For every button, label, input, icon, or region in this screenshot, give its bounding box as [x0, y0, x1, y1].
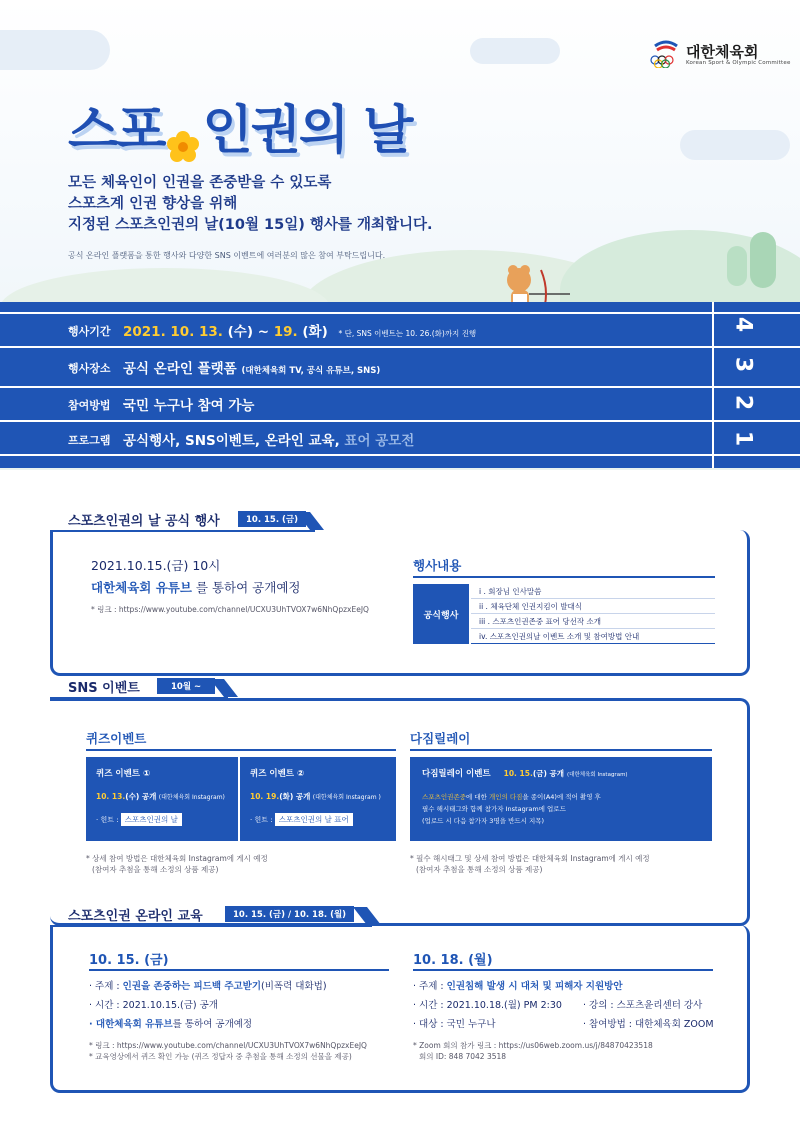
- title-part2: 인권의 날: [202, 101, 412, 161]
- quiz-platform: (대한체육회 Instagram ): [312, 794, 381, 801]
- relay-highlight: 스포츠인권존중: [422, 793, 466, 801]
- topic-value: 인권을 존중하는 피드백 주고받기: [122, 981, 262, 992]
- quiz-platform: (대한체육회 Instagram): [158, 794, 225, 801]
- tag-arrow-icon: [353, 907, 381, 927]
- quiz-name: 퀴즈 이벤트 ②: [250, 769, 305, 779]
- venue-note: (대한체육회 TV, 공식 유튜브, SNS): [241, 366, 381, 376]
- quiz-date-line: [96, 791, 225, 802]
- cloud-decoration: [470, 38, 560, 64]
- track-line: [0, 346, 800, 348]
- track-line: [0, 312, 800, 314]
- day1-heading: 10. 15. (금): [89, 953, 169, 968]
- topic-suffix: (비폭력 대화법): [261, 981, 327, 992]
- official-channel-suffix: 를 통하여 공개예정: [191, 580, 301, 595]
- note-line: * Zoom 회의 참가 링크 : https://us06web.zoom.us/j/84870423518: [413, 1041, 653, 1050]
- quiz-date: 10. 19.: [250, 792, 280, 801]
- period-day: (화): [297, 324, 328, 340]
- topic-label: · 주제 :: [89, 981, 123, 992]
- track-line: [0, 386, 800, 388]
- track-row-period: [0, 316, 712, 346]
- logo-subtitle: Korean Sport & Olympic Committee: [686, 60, 791, 66]
- row-value: [123, 320, 476, 340]
- content-underline: [413, 576, 715, 578]
- quiz-card-1: [86, 757, 238, 841]
- table-label: 공식행사: [413, 584, 469, 644]
- edu-box: [50, 925, 750, 1093]
- lane-number: 2: [730, 394, 756, 411]
- relay-text: 에 대한: [465, 793, 489, 801]
- note-line: * 교육영상에서 퀴즈 확인 가능 (퀴즈 정답자 중 추첨을 통해 소정의 선물을 제공): [89, 1052, 352, 1061]
- day1-notes: [89, 1040, 367, 1062]
- tree-icon: [750, 232, 776, 288]
- quiz-hint-line: [250, 813, 353, 826]
- venue-value: 공식 온라인 플랫폼: [123, 361, 237, 377]
- tag-arrow-icon: [210, 679, 238, 699]
- content-item: ii . 체육단체 인권지킴이 발대식: [471, 599, 715, 614]
- row-label: 프로그램: [68, 434, 111, 447]
- relay-line: 필수 해시태그와 함께 참가자 Instagram에 업로드: [422, 805, 566, 813]
- day1-channel: [89, 1016, 252, 1030]
- track-row-venue: [0, 353, 712, 383]
- period-start: 2021. 10. 13.: [123, 324, 223, 340]
- note-line: * 필수 해시태그 및 상세 참여 방법은 대한체육회 Instagram에 게시 예정: [410, 854, 650, 863]
- quiz-date: 10. 13.: [96, 792, 126, 801]
- relay-note: [410, 853, 650, 875]
- row-value: [123, 429, 414, 449]
- relay-platform: (대한체육회 Instagram): [566, 772, 628, 778]
- relay-highlight: 개인의 다짐: [488, 793, 523, 801]
- track-row-participation: [0, 390, 712, 420]
- intro-line: 스포츠계 인권 향상을 위해: [68, 196, 238, 212]
- day2-topic: [413, 978, 623, 992]
- relay-underline: [410, 749, 712, 751]
- official-section-title: 스포츠인권의 날 공식 행사: [68, 514, 220, 529]
- edu-section-title: 스포츠인권 온라인 교육: [68, 909, 203, 924]
- content-title: 행사내용: [413, 558, 462, 573]
- note-line: (참여자 추첨을 통해 소정의 상품 제공): [92, 865, 219, 874]
- track-line: [0, 420, 800, 422]
- olympic-rings-icon: [649, 38, 683, 68]
- sns-event-box: [50, 698, 750, 926]
- day1-time: · 시간 : 2021.10.15.(금) 공개: [89, 1000, 219, 1011]
- program-value: 공식행사, SNS이벤트, 온라인 교육,: [123, 433, 345, 449]
- relay-name: 다짐릴레이 이벤트: [422, 769, 491, 779]
- quiz-date-suffix: (화) 공개: [279, 792, 311, 801]
- row-value: 국민 누구나 참여 가능: [123, 398, 255, 414]
- channel-suffix: 를 통하여 공개예정: [172, 1019, 253, 1030]
- day2-time: · 시간 : 2021.10.18.(월) PM 2:30: [413, 1000, 562, 1011]
- hint-label: · 힌트 :: [96, 816, 119, 824]
- period-note: * 단, SNS 이벤트는 10. 26.(화)까지 진행: [338, 329, 477, 338]
- quiz-note: [86, 853, 268, 875]
- official-channel: 대한체육회 유튜브: [91, 580, 192, 595]
- intro-note: 공식 온라인 플랫폼을 통한 행사와 다양한 SNS 이벤트에 여러분의 많은 참여 부탁드립니다.: [68, 251, 386, 260]
- lane-number: 1: [730, 430, 756, 447]
- day2-underline: [413, 969, 713, 971]
- day1-topic: [89, 978, 327, 992]
- content-item: iv. 스포츠인권의날 이벤트 소개 및 참여방법 안내: [471, 629, 715, 644]
- quiz-underline: [86, 749, 396, 751]
- program-faded: 표어 공모전: [344, 433, 415, 449]
- edu-section-tag: 10. 15. (금) / 10. 18. (월): [225, 906, 354, 922]
- content-item: iii . 스포츠인권존중 표어 당선작 소개: [471, 614, 715, 629]
- tree-icon: [727, 246, 747, 286]
- relay-line: (업로드 시 다음 참가자 3명을 반드시 지목): [422, 817, 545, 825]
- official-date: 2021.10.15.(금) 10시: [91, 558, 221, 573]
- intro-line: 모든 체육인이 인권을 존중받을 수 있도록: [68, 175, 332, 191]
- hint-pill: 스포츠인권의 날 표어: [275, 813, 353, 826]
- track-row-program: [0, 425, 712, 455]
- logo-name: 대한체육회: [686, 43, 759, 61]
- relay-title: 다짐릴레이: [410, 731, 471, 746]
- sns-section-title: SNS 이벤트: [68, 681, 140, 696]
- relay-head: [422, 767, 628, 779]
- official-link: * 링크 : https://www.youtube.com/channel/UCXU3UhTVOX7w6NhQpzxEeJQ: [91, 605, 369, 614]
- quiz-hint-line: [96, 813, 182, 826]
- lane-number: 3: [730, 356, 756, 373]
- day2-lecturer: · 강의 : 스포츠윤리센터 강사: [583, 1000, 703, 1011]
- hint-label: · 힌트 :: [250, 816, 273, 824]
- cloud-decoration: [0, 30, 110, 70]
- topic-value: 인권침해 발생 시 대처 및 피해자 지원방안: [446, 981, 623, 992]
- lane-number: 4: [730, 316, 756, 333]
- channel-value: · 대한체육회 유튜브: [89, 1019, 173, 1030]
- note-line: (참여자 추첨을 통해 소정의 상품 제공): [416, 865, 543, 874]
- quiz-card-2: [240, 757, 396, 841]
- relay-text: 을 종이(A4)에 적어 촬영 후: [522, 793, 601, 801]
- quiz-title: 퀴즈이벤트: [86, 731, 147, 746]
- sns-section-tag: 10월 ~: [157, 678, 215, 694]
- note-line: * 상세 참여 방법은 대한체육회 Instagram에 게시 예정: [86, 854, 268, 863]
- page-title: [68, 88, 412, 163]
- relay-date-suffix: (금) 공개: [532, 769, 565, 778]
- row-label: 행사장소: [68, 362, 111, 375]
- track-info-panel: [0, 302, 800, 468]
- cloud-decoration: [680, 130, 790, 160]
- day2-method: · 참여방법 : 대한체육회 ZOOM: [583, 1019, 714, 1030]
- quiz-date-line: [250, 791, 381, 802]
- content-list: [471, 584, 715, 644]
- intro-text: [68, 173, 433, 236]
- hint-pill: 스포츠인권의 날: [121, 813, 182, 826]
- day1-underline: [89, 969, 389, 971]
- day2-target: · 대상 : 국민 누구나: [413, 1019, 496, 1030]
- content-item: i . 회장님 인사말씀: [471, 584, 715, 599]
- topic-label: · 주제 :: [413, 981, 447, 992]
- quiz-name: 퀴즈 이벤트 ①: [96, 769, 151, 779]
- day2-notes: [413, 1040, 653, 1062]
- tag-arrow-icon: [296, 512, 324, 532]
- note-line: * 링크 : https://www.youtube.com/channel/UCXU3UhTVOX7w6NhQpzxEeJQ: [89, 1041, 367, 1050]
- row-value: [123, 357, 380, 377]
- row-label: 참여방법: [68, 399, 111, 412]
- relay-desc: [422, 791, 601, 827]
- kspo-logo: [649, 38, 791, 68]
- note-line: 회의 ID: 848 7042 3518: [419, 1052, 507, 1061]
- intro-line: 지정된 스포츠인권의 날(10월 15일) 행사를 개최합니다.: [68, 217, 433, 233]
- official-section-tag: 10. 15. (금): [238, 511, 306, 527]
- official-channel-line: [91, 578, 300, 596]
- lane-numbers: [712, 302, 800, 468]
- flower-icon: [166, 117, 200, 151]
- period-end: 19.: [273, 324, 298, 340]
- relay-date: 10. 15.: [503, 769, 533, 778]
- day2-heading: 10. 18. (월): [413, 953, 493, 968]
- period-sep: (수) ~: [222, 324, 274, 340]
- quiz-date-suffix: (수) 공개: [125, 792, 157, 801]
- row-label: 행사기간: [68, 325, 111, 338]
- title-part1: 스포: [68, 101, 165, 161]
- official-event-box: [50, 530, 750, 676]
- relay-card: [410, 757, 712, 841]
- relay-line: [422, 791, 601, 803]
